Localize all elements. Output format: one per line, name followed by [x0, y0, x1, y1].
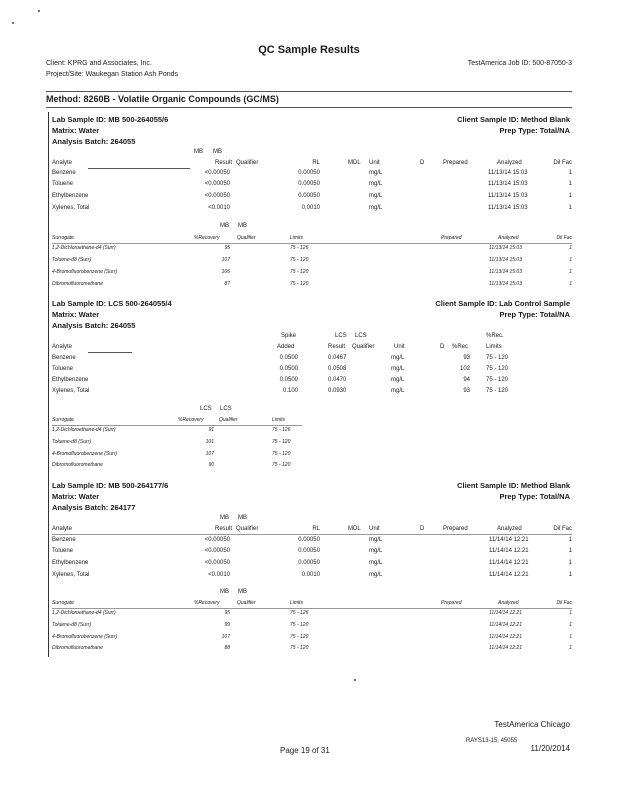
lcs-rec: 102	[459, 366, 470, 372]
surrogate-recovery: 88	[224, 645, 230, 651]
footer-ref: RAYS13-15, 45055	[466, 738, 518, 744]
analyte-name: Benzene	[52, 537, 76, 543]
surrogate-recovery: 95	[224, 610, 230, 616]
surrogate-name: Toluene-d8 (Surr)	[52, 622, 92, 628]
margin-bar	[48, 112, 49, 657]
analyte-name: Toluene	[52, 181, 74, 187]
surr-header-rule	[52, 425, 302, 426]
analyte-name: Toluene	[52, 548, 74, 554]
col-analyte: Analyte	[52, 160, 73, 166]
lcs-added: 0.0500	[279, 366, 298, 372]
analyte-dil-fac: 1	[568, 205, 572, 211]
surrogate-recovery: 107	[205, 451, 214, 457]
col-recovery: %Recovery	[178, 417, 204, 423]
analyte-rl: 0.00050	[298, 181, 320, 187]
surrogate-analyzed: 11/14/14 12:21	[489, 622, 522, 628]
analyte-analyzed: 11/14/14 12:21	[489, 572, 529, 578]
col-result: Result	[328, 344, 346, 350]
col-surrogate: Surrogate	[52, 235, 74, 241]
col-rl: RL	[312, 526, 320, 532]
surrogate-recovery: 87	[224, 281, 230, 287]
col-surr-analyzed: Analyzed	[498, 235, 519, 241]
surrogate-recovery: 101	[205, 439, 214, 445]
col-recovery: %Recovery	[194, 235, 220, 241]
surrogate-limits: 75 - 120	[290, 257, 309, 263]
surrogate-limits: 75 - 120	[272, 439, 291, 445]
underline	[88, 168, 190, 169]
client-sample-id: Client Sample ID: Method Blank	[457, 481, 570, 490]
analyte-rl: 0.00050	[298, 170, 320, 176]
analyte-unit: mg/L	[369, 560, 383, 566]
lcs-unit: mg/L	[391, 355, 405, 361]
lcs-result: 0.0470	[328, 377, 347, 383]
job-id: TestAmerica Job ID: 500-87050-3	[467, 60, 572, 67]
col-surr-qualifier: Qualifier	[237, 235, 256, 241]
analyte-unit: mg/L	[369, 537, 383, 543]
col-limits: Limits	[290, 235, 304, 241]
prep-type: Prep Type: Total/NA	[499, 310, 570, 319]
col-qualifier: Qualifier	[352, 344, 375, 350]
analyte-dil-fac: 1	[568, 548, 572, 554]
surrogate-analyzed: 11/14/14 12:21	[489, 634, 522, 640]
analyte-unit: mg/L	[369, 205, 383, 211]
col-dil-fac: Dil Fac	[553, 160, 572, 166]
lcs-limits: 75 - 120	[486, 388, 509, 394]
col-analyzed: Analyzed	[497, 526, 522, 532]
lcs-rec: 93	[463, 355, 470, 361]
group-rec: %Rec.	[486, 333, 504, 339]
surr-header-rule	[52, 243, 572, 244]
analyte-rl: 0.00050	[298, 548, 320, 554]
analyte-unit: mg/L	[369, 572, 383, 578]
analyte-dil-fac: 1	[568, 572, 572, 578]
lcs-added: 0.0500	[279, 355, 298, 361]
surrogate-name: 4-Bromofluorobenzene (Surr)	[52, 269, 118, 275]
scan-speck	[354, 679, 356, 681]
col-prepared: Prepared	[443, 526, 468, 532]
col-surrogate: Surrogate	[52, 600, 74, 606]
prep-type: Prep Type: Total/NA	[499, 492, 570, 501]
surrogate-recovery: 90	[208, 462, 214, 468]
footer-page: Page 19 of 31	[280, 746, 330, 755]
analyte-analyzed: 11/13/14 15:03	[488, 193, 528, 199]
lcs-unit: mg/L	[391, 388, 405, 394]
col-added: Added	[277, 344, 295, 350]
surrogate-recovery: 95	[224, 245, 230, 251]
analyte-name: Ethylbenzene	[52, 193, 89, 199]
surr-group-lcs-2: LCS	[220, 406, 232, 412]
surr-group-mb-2: MB	[238, 589, 247, 595]
col-surr-analyzed: Analyzed	[498, 600, 519, 606]
group-mb-2: MB	[238, 515, 247, 521]
lcs-unit: mg/L	[391, 366, 405, 372]
lcs-analyte-name: Benzene	[52, 355, 76, 361]
surrogate-limits: 75 - 126	[272, 427, 291, 433]
surrogate-analyzed: 11/13/14 15:03	[489, 269, 522, 275]
group-lcs-2: LCS	[355, 333, 367, 339]
lcs-limits: 75 - 120	[486, 366, 509, 372]
group-spike: Spike	[281, 333, 297, 339]
col-limits: Limits	[486, 344, 502, 350]
surrogate-limits: 75 - 120	[290, 622, 309, 628]
analyte-name: Benzene	[52, 170, 76, 176]
analyte-rl: 0.00050	[298, 537, 320, 543]
surrogate-name: Dibromofluoromethane	[52, 645, 103, 651]
analyte-rl: 0.0010	[301, 572, 320, 578]
col-surr-dil-fac: Dil Fac	[556, 235, 572, 241]
surrogate-limits: 75 - 120	[272, 451, 291, 457]
col-surr-dil-fac: Dil Fac	[556, 600, 572, 606]
group-mb-1: MB	[194, 149, 203, 155]
surrogate-analyzed: 11/14/14 12:21	[489, 645, 522, 651]
lcs-limits: 75 - 120	[486, 377, 509, 383]
col-surr-prepared: Prepared	[441, 235, 462, 241]
surrogate-limits: 75 - 126	[290, 610, 309, 616]
lab-sample-id: Lab Sample ID: MB 500-264177/6	[52, 481, 169, 490]
lcs-result: 0.0508	[328, 366, 347, 372]
surrogate-dil-fac: 1	[569, 245, 572, 251]
col-qualifier: Qualifier	[236, 160, 259, 166]
surrogate-dil-fac: 1	[569, 634, 572, 640]
lcs-analyte-name: Toluene	[52, 366, 74, 372]
col-recovery: %Recovery	[194, 600, 220, 606]
col-analyzed: Analyzed	[497, 160, 522, 166]
surrogate-limits: 75 - 120	[290, 634, 309, 640]
col-unit: Unit	[369, 526, 380, 532]
lcs-analyte-name: Xylenes, Total	[52, 388, 90, 394]
surrogate-name: Dibromofluoromethane	[52, 462, 103, 468]
method-rule	[46, 107, 572, 108]
col-surr-qualifier: Qualifier	[237, 600, 256, 606]
analyte-analyzed: 11/14/14 12:21	[489, 537, 529, 543]
lcs-added: 0.100	[282, 388, 298, 394]
surrogate-dil-fac: 1	[569, 622, 572, 628]
col-surr-prepared: Prepared	[441, 600, 462, 606]
col-surr-qualifier: Qualifier	[219, 417, 238, 423]
surrogate-dil-fac: 1	[569, 610, 572, 616]
analyte-unit: mg/L	[369, 193, 383, 199]
surrogate-dil-fac: 1	[569, 281, 572, 287]
col-prepared: Prepared	[443, 160, 468, 166]
analyte-unit: mg/L	[369, 170, 383, 176]
analyte-result: <0.00050	[204, 193, 230, 199]
surrogate-recovery: 107	[221, 634, 230, 640]
analyte-unit: mg/L	[369, 548, 383, 554]
analyte-analyzed: 11/14/14 12:21	[489, 560, 529, 566]
col-d: D	[440, 344, 445, 350]
surrogate-limits: 75 - 120	[290, 645, 309, 651]
surrogate-name: 1,2-Dichloroethane-d4 (Surr)	[52, 245, 116, 251]
analyte-result: <0.0010	[208, 205, 230, 211]
surrogate-recovery: 106	[221, 269, 230, 275]
client-sample-id: Client Sample ID: Lab Control Sample	[435, 299, 570, 308]
col-dil-fac: Dil Fac	[553, 526, 572, 532]
lab-sample-id: Lab Sample ID: LCS 500-264055/4	[52, 299, 172, 308]
analyte-analyzed: 11/13/14 15:03	[488, 170, 528, 176]
surrogate-analyzed: 11/14/14 12:21	[489, 610, 522, 616]
group-mb-1: MB	[220, 515, 229, 521]
surrogate-limits: 75 - 120	[290, 281, 309, 287]
surrogate-name: Dibromofluoromethane	[52, 281, 103, 287]
client-line: Client: KPRG and Associates, Inc.	[46, 60, 152, 67]
surrogate-name: Toluene-d8 (Surr)	[52, 439, 92, 445]
col-limits: Limits	[272, 417, 286, 423]
analysis-batch: Analysis Batch: 264055	[52, 321, 136, 330]
analyte-name: Xylenes, Total	[52, 572, 90, 578]
surrogate-analyzed: 11/13/14 15:03	[489, 281, 522, 287]
project-line: Project/Site: Waukegan Station Ash Ponds	[46, 71, 179, 78]
surrogate-analyzed: 11/13/14 15:03	[489, 257, 522, 263]
surrogate-recovery: 99	[224, 622, 230, 628]
col-d: D	[420, 526, 425, 532]
lcs-added: 0.0500	[279, 377, 298, 383]
footer-date: 11/20/2014	[530, 744, 570, 753]
analyte-dil-fac: 1	[568, 193, 572, 199]
analyte-name: Ethylbenzene	[52, 560, 89, 566]
analyte-rl: 0.00050	[298, 560, 320, 566]
analyte-result: <0.00050	[204, 181, 230, 187]
surrogate-analyzed: 11/13/14 15:03	[489, 245, 522, 251]
analyte-result: <0.00050	[204, 537, 230, 543]
header-rule	[52, 534, 572, 535]
surr-header-rule	[52, 608, 572, 609]
lcs-result: 0.0930	[328, 388, 347, 394]
header-rule	[46, 91, 572, 92]
surrogate-recovery: 91	[208, 427, 214, 433]
surrogate-name: 1,2-Dichloroethane-d4 (Surr)	[52, 427, 116, 433]
client-sample-id: Client Sample ID: Method Blank	[457, 115, 570, 124]
analyte-unit: mg/L	[369, 181, 383, 187]
surr-group-mb-2: MB	[238, 223, 247, 229]
analyte-analyzed: 11/13/14 15:03	[488, 205, 528, 211]
col-mdl: MDL	[348, 160, 361, 166]
prep-type: Prep Type: Total/NA	[499, 126, 570, 135]
scan-speck	[38, 10, 40, 12]
surrogate-recovery: 107	[221, 257, 230, 263]
surrogate-limits: 75 - 120	[290, 269, 309, 275]
surr-group-lcs-1: LCS	[200, 406, 212, 412]
analyte-name: Xylenes, Total	[52, 205, 90, 211]
col-d: D	[420, 160, 425, 166]
lcs-result: 0.0467	[328, 355, 347, 361]
surrogate-name: 4-Bromofluorobenzene (Surr)	[52, 634, 118, 640]
lcs-rec: 93	[463, 388, 470, 394]
analyte-result: <0.0010	[208, 572, 230, 578]
surrogate-name: 4-Bromofluorobenzene (Surr)	[52, 451, 118, 457]
lcs-analyte-name: Ethylbenzene	[52, 377, 89, 383]
analyte-result: <0.00050	[204, 170, 230, 176]
analyte-rl: 0.00050	[298, 193, 320, 199]
col-unit: Unit	[369, 160, 380, 166]
group-mb-2: MB	[213, 149, 222, 155]
col-qualifier: Qualifier	[236, 526, 259, 532]
col-limits: Limits	[290, 600, 304, 606]
col-rl: RL	[312, 160, 320, 166]
scan-speck	[12, 22, 14, 24]
col-result: Result	[214, 160, 232, 166]
matrix: Matrix: Water	[52, 310, 100, 319]
analyte-analyzed: 11/13/14 15:03	[488, 181, 528, 187]
col-unit: Unit	[394, 344, 405, 350]
analysis-batch: Analysis Batch: 264055	[52, 137, 136, 146]
analyte-analyzed: 11/14/14 12:21	[489, 548, 529, 554]
footer-company: TestAmerica Chicago	[494, 720, 570, 729]
surrogate-dil-fac: 1	[569, 645, 572, 651]
matrix: Matrix: Water	[52, 126, 100, 135]
lcs-rec: 94	[463, 377, 470, 383]
analysis-batch: Analysis Batch: 264177	[52, 503, 136, 512]
col-analyte: Analyte	[52, 344, 73, 350]
analyte-rl: 0.0010	[301, 205, 320, 211]
analyte-result: <0.00050	[204, 548, 230, 554]
surrogate-limits: 75 - 126	[290, 245, 309, 251]
analyte-dil-fac: 1	[568, 537, 572, 543]
matrix: Matrix: Water	[52, 492, 100, 501]
analyte-dil-fac: 1	[568, 170, 572, 176]
underline	[88, 352, 132, 353]
lcs-unit: mg/L	[391, 377, 405, 383]
page-title: QC Sample Results	[258, 44, 360, 56]
lab-sample-id: Lab Sample ID: MB 500-264055/6	[52, 115, 169, 124]
surr-group-mb-1: MB	[220, 589, 229, 595]
analyte-result: <0.00050	[204, 560, 230, 566]
surrogate-dil-fac: 1	[569, 257, 572, 263]
surrogate-limits: 75 - 120	[272, 462, 291, 468]
col-surrogate: Surrogate	[52, 417, 74, 423]
surr-group-mb-1: MB	[220, 223, 229, 229]
col-rec: %Rec	[452, 344, 469, 350]
analyte-dil-fac: 1	[568, 181, 572, 187]
surrogate-name: Toluene-d8 (Surr)	[52, 257, 92, 263]
lcs-limits: 75 - 120	[486, 355, 509, 361]
col-result: Result	[214, 526, 232, 532]
surrogate-name: 1,2-Dichloroethane-d4 (Surr)	[52, 610, 116, 616]
col-mdl: MDL	[348, 526, 361, 532]
group-lcs-1: LCS	[335, 333, 347, 339]
method-heading: Method: 8260B - Volatile Organic Compounds (GC/MS)	[46, 94, 279, 104]
surrogate-dil-fac: 1	[569, 269, 572, 275]
analyte-dil-fac: 1	[568, 560, 572, 566]
col-analyte: Analyte	[52, 526, 73, 532]
